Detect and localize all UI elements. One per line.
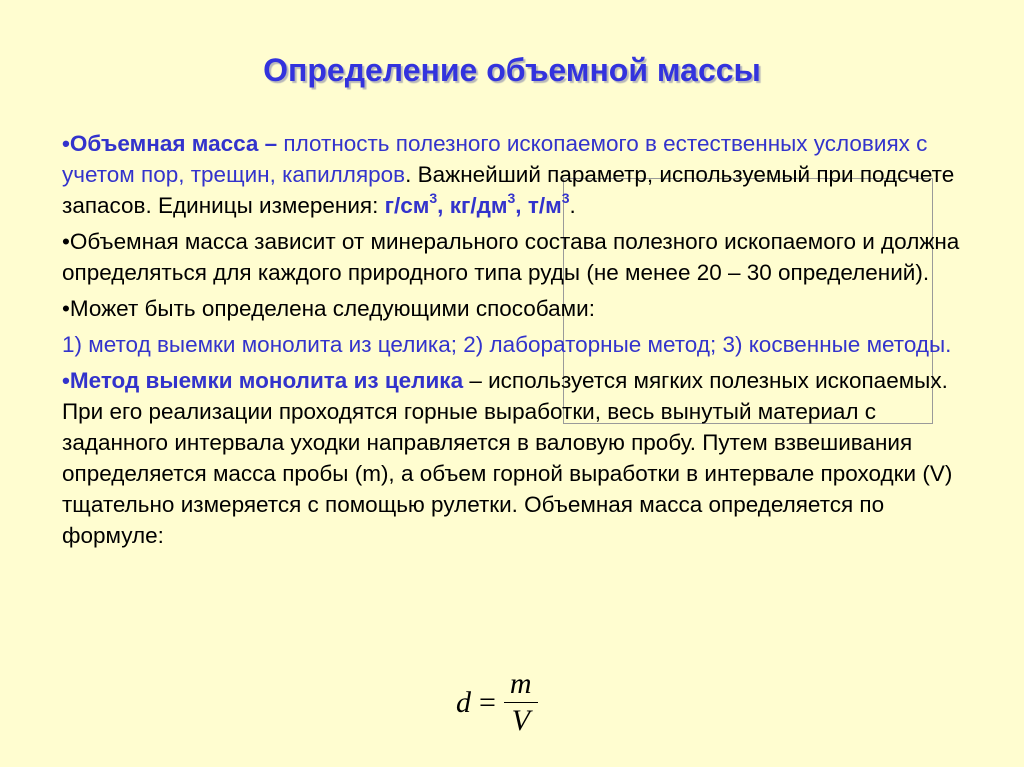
formula-denominator: V	[511, 704, 530, 737]
unit-separator-2: ,	[515, 193, 528, 218]
formula-numerator: m	[504, 668, 538, 703]
unit-kg-dm3: $кг/дм^3$	[449, 189, 516, 218]
density-formula	[456, 668, 538, 737]
paragraph-monolith-method	[62, 365, 962, 551]
paragraph-composition: •Объемная масса зависит от минерального состава полезного ископаемого и должна определяться для каждого природного типа руды (не менее 20 – 30 определений).	[62, 229, 960, 285]
slide-body	[62, 128, 962, 556]
slide-title: Определение объемной массы	[263, 52, 761, 88]
term-monolith-method: •Метод выемки монолита из целика	[62, 368, 464, 393]
formula-lhs: d	[456, 685, 471, 719]
definition-text: плотность полезного ископаемого в естественных условиях с учетом пор, трещин, капилляров	[62, 131, 928, 187]
unit-g-cm3: $г/см^3$	[384, 189, 438, 218]
units-intro: Важнейший параметр, используемый при подсчете запасов. Единицы измерения:	[62, 162, 955, 218]
units-end: .	[569, 193, 576, 218]
paragraph-methods-list: 1) метод выемки монолита из целика; 2) лабораторные метод; 3) косвенные методы.	[62, 332, 952, 357]
formula-fraction	[504, 668, 538, 737]
definition-period: .	[405, 162, 412, 187]
paragraph-methods-intro: •Может быть определена следующими способами:	[62, 296, 595, 321]
term-volume-mass: •Объемная масса –	[62, 131, 278, 156]
monolith-method-text: – используется мягких полезных ископаемых. При его реализации проходятся горные выработки, весь вынутый материал с заданного интервала уходки направляется в валовую пробу. Путем взвешивания определяется масса пробы (m), а объем горной выработки в интервале проходки (V) тщательно измеряется с помощью рулетки. Объемная масса определяется по формуле:	[62, 368, 953, 548]
formula-equals: =	[479, 685, 496, 719]
paragraph-definition	[62, 128, 962, 221]
unit-separator-1: ,	[437, 193, 450, 218]
unit-t-m3: $т/м^3$	[527, 189, 570, 218]
